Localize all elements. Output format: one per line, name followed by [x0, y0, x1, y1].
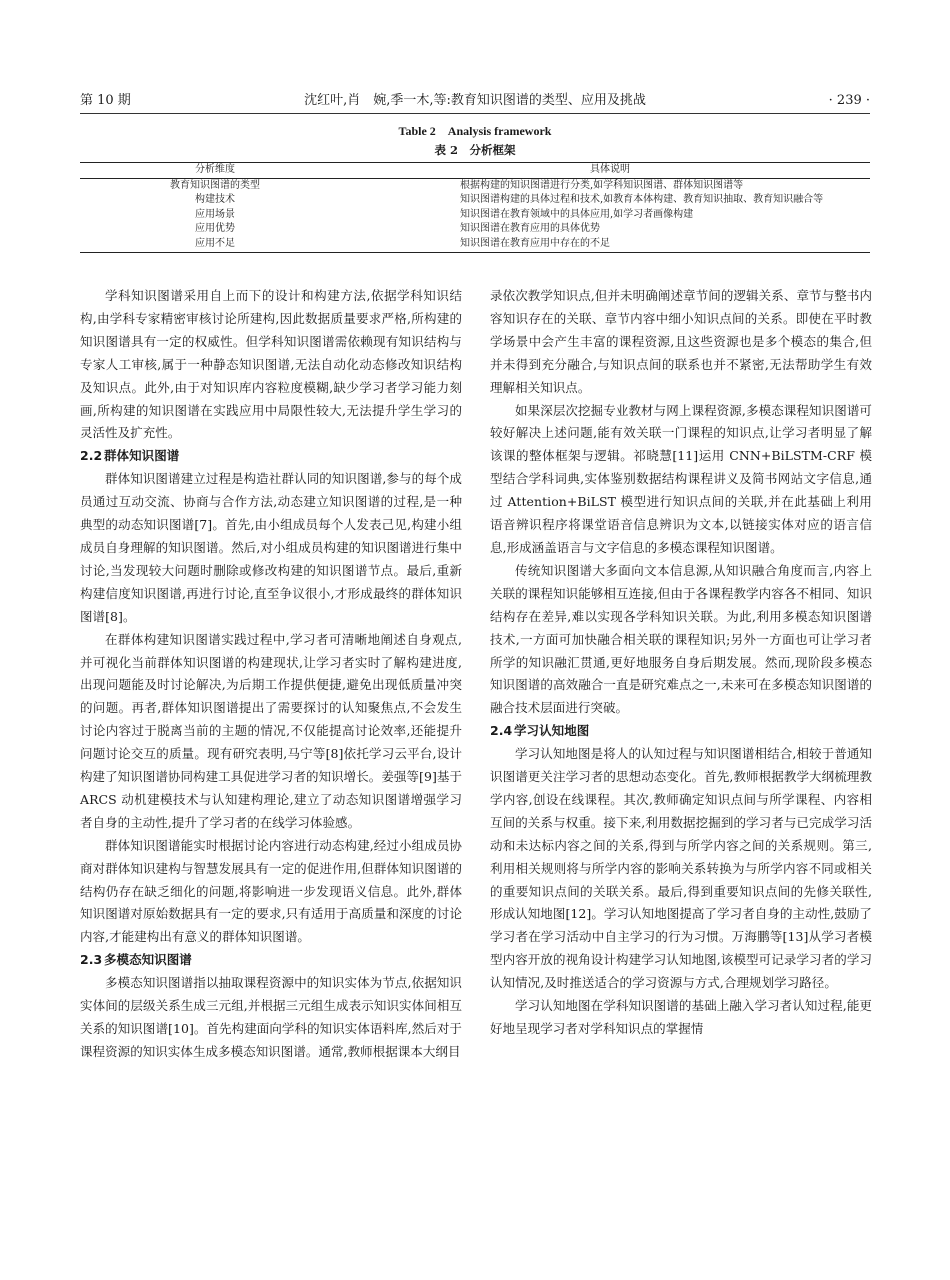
section-heading-2-2: [80, 445, 462, 468]
table-row: [80, 193, 870, 208]
section-title: 群体知识图谱: [104, 448, 180, 464]
section-heading-2-4: [490, 720, 872, 743]
table-header-description: 具体说明: [590, 164, 630, 175]
section-heading-2-3: [80, 949, 462, 972]
table-cell-dimension: 应用不足: [195, 237, 235, 249]
left-column: [80, 285, 462, 1064]
issue-number: 第 10 期: [80, 93, 131, 108]
table-row: [80, 237, 870, 252]
table-caption-zh: 表 2 分析框架: [434, 143, 516, 157]
table-cell-dimension: 应用场景: [195, 208, 235, 220]
table-row: [80, 222, 870, 237]
paragraph: 在群体构建知识图谱实践过程中,学习者可清晰地阐述自身观点,并可视化当前群体知识图谱的构建现状,让学习者实时了解构建进度,出现问题能及时讨论解决,为后期工作提供便捷,避免出现低质量冲突的问题。再者,群体知识图谱提出了需要探讨的认知聚焦点,不会发生讨论内容过于脱离当前的主题的情况,不仅能提高讨论效率,还能提升问题讨论交互的质量。现有研究表明,马宁等[8]依托学习云平台,设计构建了知识图谱协同构建工具促进学习者的知识增长。姜强等[9]基于 ARCS 动机建模技术与认知建构理论,建立了动态知识图谱增强学习者自身的主动性,提升了学习者的在线学习体验感。: [80, 631, 462, 830]
section-title: 学习认知地图: [514, 723, 590, 739]
table-cell-dimension: 应用优势: [195, 223, 235, 235]
table-row: [80, 208, 870, 223]
section-title: 多模态知识图谱: [104, 952, 192, 968]
table-cell-description: 知识图谱在教育应用中存在的不足: [460, 237, 610, 249]
table-header-dimension: 分析维度: [195, 164, 235, 175]
right-column: [490, 285, 872, 1041]
section-number: 2.3: [80, 952, 103, 968]
paragraph: 学习认知地图是将人的认知过程与知识图谱相结合,相较于普通知识图谱更关注学习者的思想动态变化。首先,教师根据教学大纲梳理教学内容,创设在线课程。其次,教师确定知识点间与所学课程、内容相互间的关系与权重。接下来,利用数据挖掘到的学习者与已完成学习活动和未达标内容之间的关系,得到与所学内容之间的关系规则。第三,利用相关规则将与所学内容的影响关系转换为与所学内容不同或相关的重要知识点间的关联关系。最后,得到重要知识点间的先修关联性,形成认知地图[12]。学习认知地图提高了学习者自身的主动性,鼓励了学习者在学习活动中自主学习的行为习惯。万海鹏等[13]从学习者模型内容开放的视角设计构建学习认知地图,该模型可记录学习者的学习认知情况,及时推送适合的学习资源与方式,合理规划学习路径。: [490, 746, 872, 991]
table-cell-dimension: 构建技术: [195, 194, 235, 206]
paragraph: 群体知识图谱建立过程是构造社群认同的知识图谱,参与的每个成员通过互动交流、协商与合作方法,动态建立知识图谱的过程,是一种典型的动态知识图谱[7]。首先,由小组成员每个人发表己见,构建小组成员自身理解的知识图谱。然后,对小组成员构建的知识图谱进行集中讨论,当发现较大问题时删除或修改构建的知识图谱节点。最后,重新构建信度知识图谱,再进行讨论,直至争议很小,才形成最终的群体知识图谱[8]。: [80, 471, 462, 624]
paragraph: 传统知识图谱大多面向文本信息源,从知识融合角度而言,内容上关联的课程知识能够相互连接,但由于各课程教学内容各不相同、知识结构存在差异,难以实现各学科知识关联。为此,利用多模态知识图谱技术,一方面可加快融合相关联的课程知识;另外一方面也可让学习者所学的知识融汇贯通,更好地服务自身后期发展。然而,现阶段多模态知识图谱的高效融合一直是研究难点之一,未来可在多模态知识图谱的融合技术层面进行突破。: [490, 562, 872, 716]
paragraph: 群体知识图谱能实时根据讨论内容进行动态构建,经过小组成员协商对群体知识建构与智慧发展具有一定的促进作用,但群体知识图谱的结构仍存在缺乏细化的问题,将影响进一步发现语义信息。此外,群体知识图谱对原始数据具有一定的要求,只有适用于高质量和深度的讨论内容,才能建构出有意义的群体知识图谱。: [80, 837, 462, 945]
analysis-framework-table: [80, 162, 870, 253]
table-cell-description: 知识图谱在教育领域中的具体应用,如学习者画像构建: [460, 208, 694, 220]
table-row: [80, 178, 870, 193]
page-number: · 239 ·: [828, 93, 870, 108]
paragraph: 学习认知地图在学科知识图谱的基础上融入学习者认知过程,能更好地呈现学习者对学科知识点的掌握情: [490, 998, 872, 1036]
running-header: [80, 90, 870, 112]
table-cell-description: 知识图谱在教育应用的具体优势: [460, 223, 600, 235]
paragraph: 学科知识图谱采用自上而下的设计和构建方法,依据学科知识结构,由学科专家精密审核讨论所建构,因此数据质量要求严格,所构建的知识图谱具有一定的权威性。但学科知识图谱需依赖现有知识结构与专家人工审核,属于一种静态知识图谱,无法自动化动态修改知识结构及知识点。此外,由于对知识库内容粒度模糊,缺少学习者学习能力刻画,所构建的知识图谱在实践应用中局限性较大,无法提升学生学习的灵活性及扩充性。: [80, 288, 462, 441]
table-caption-en: Table 2 Analysis framework: [398, 124, 552, 138]
table-cell-description: 根据构建的知识图谱进行分类,如学科知识图谱、群体知识图谱等: [460, 179, 744, 191]
header-rule: [80, 113, 870, 114]
paragraph: 多模态知识图谱指以抽取课程资源中的知识实体为节点,依据知识实体间的层级关系生成三元组,并根据三元组生成表示知识实体间相互关系的知识图谱[10]。首先构建面向学科的知识实体语料库,然后对于课程资源的知识实体生成多模态知识图谱。通常,教师根据课本大纲目: [80, 975, 462, 1059]
table-header-row: [80, 163, 870, 179]
table-cell-dimension: 教育知识图谱的类型: [170, 179, 260, 191]
paragraph-continued: 录依次教学知识点,但并未明确阐述章节间的逻辑关系、章节与整书内容知识存在的关联、章节内容中细小知识点间的关系。即使在平时教学场景中会产生丰富的课程资源,且这些资源也是多个模态的集合,但并未得到充分融合,与知识点间的联系也并不紧密,无法帮助学生有效理解相关知识点。: [490, 288, 872, 395]
paragraph: 如果深层次挖掘专业教材与网上课程资源,多模态课程知识图谱可较好解决上述问题,能有效关联一门课程的知识点,让学习者明显了解该课的整体框架与逻辑。祁晓慧[11]运用 CNN+BiLSTM-CRF 模型结合学科词典,实体鉴别数据结构课程讲义及简书网站文字信息,通过 Attention+BiLST 模型进行知识点间的关联,并在此基础上利用语音辨识程序将课堂语音信息辨识为文本,以链接实体对应的语言信息,形成涵盖语言与文字信息的多模态课程知识图谱。: [490, 402, 872, 555]
running-title: 沈红叶,肖 婉,季一木,等:教育知识图谱的类型、应用及挑战: [304, 93, 646, 108]
table-cell-description: 知识图谱构建的具体过程和技术,如教育本体构建、教育知识抽取、教育知识融合等: [460, 194, 824, 206]
section-number: 2.2: [80, 448, 103, 464]
section-number: 2.4: [490, 723, 513, 739]
